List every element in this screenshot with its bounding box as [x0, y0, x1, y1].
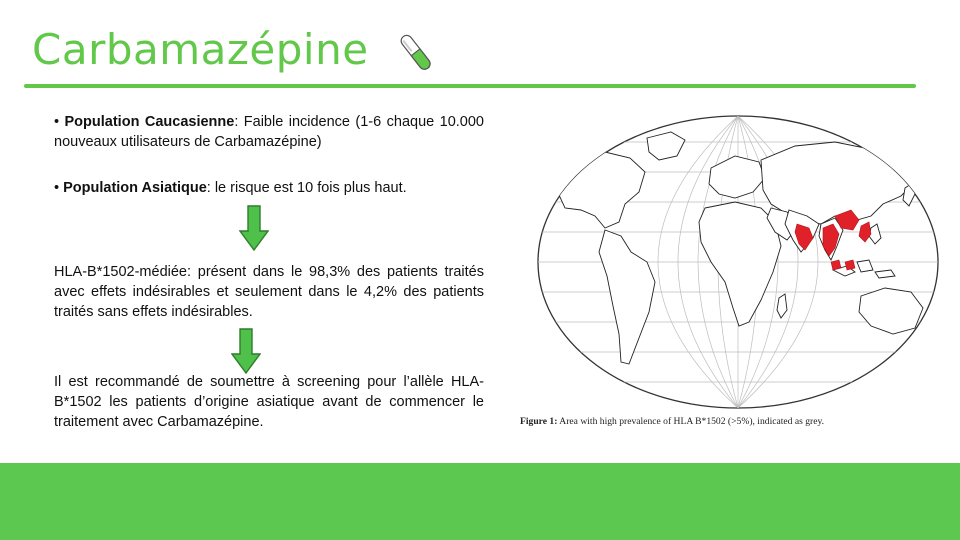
title-underline [24, 84, 916, 88]
caucasian-text: : Faible incidence (1-6 chaque 10.000 nouveaux utilisateurs de Carbamazépine) [54, 114, 484, 150]
recommendation-paragraph: Il est recommandé de soumettre à screening pour l’allèle HLA-B*1502 les patients d’origine asiatique avant de commencer le traitement avec Carbamazépine. [54, 374, 484, 430]
caucasian-label: Population Caucasienne [64, 114, 235, 130]
hla-paragraph: HLA-B*1502-médiée: présent dans le 98,3% des patients traités avec effets indésirables et seulement dans le 4,2% des patients traités sans effets indésirables. [54, 264, 484, 320]
world-map [535, 112, 941, 412]
caucasian-paragraph [54, 112, 484, 152]
slide-title-text: Carbamazépine [32, 25, 369, 74]
asian-text: : le risque est 10 fois plus haut. [206, 180, 407, 196]
figure-caption [520, 416, 950, 428]
bullet: • [54, 114, 65, 130]
down-arrow-icon [239, 205, 269, 251]
asian-paragraph [54, 178, 484, 198]
asian-label: Population Asiatique [63, 180, 207, 196]
figure-caption-label: Figure 1: [520, 416, 558, 427]
bullet: • [54, 180, 64, 196]
slide-title [32, 24, 369, 76]
capsule-pill-icon [398, 28, 434, 76]
down-arrow-icon [231, 328, 261, 374]
footer-band [0, 463, 960, 540]
figure-caption-text: Area with high prevalence of HLA B*1502 (>5%), indicated as grey. [557, 416, 825, 427]
